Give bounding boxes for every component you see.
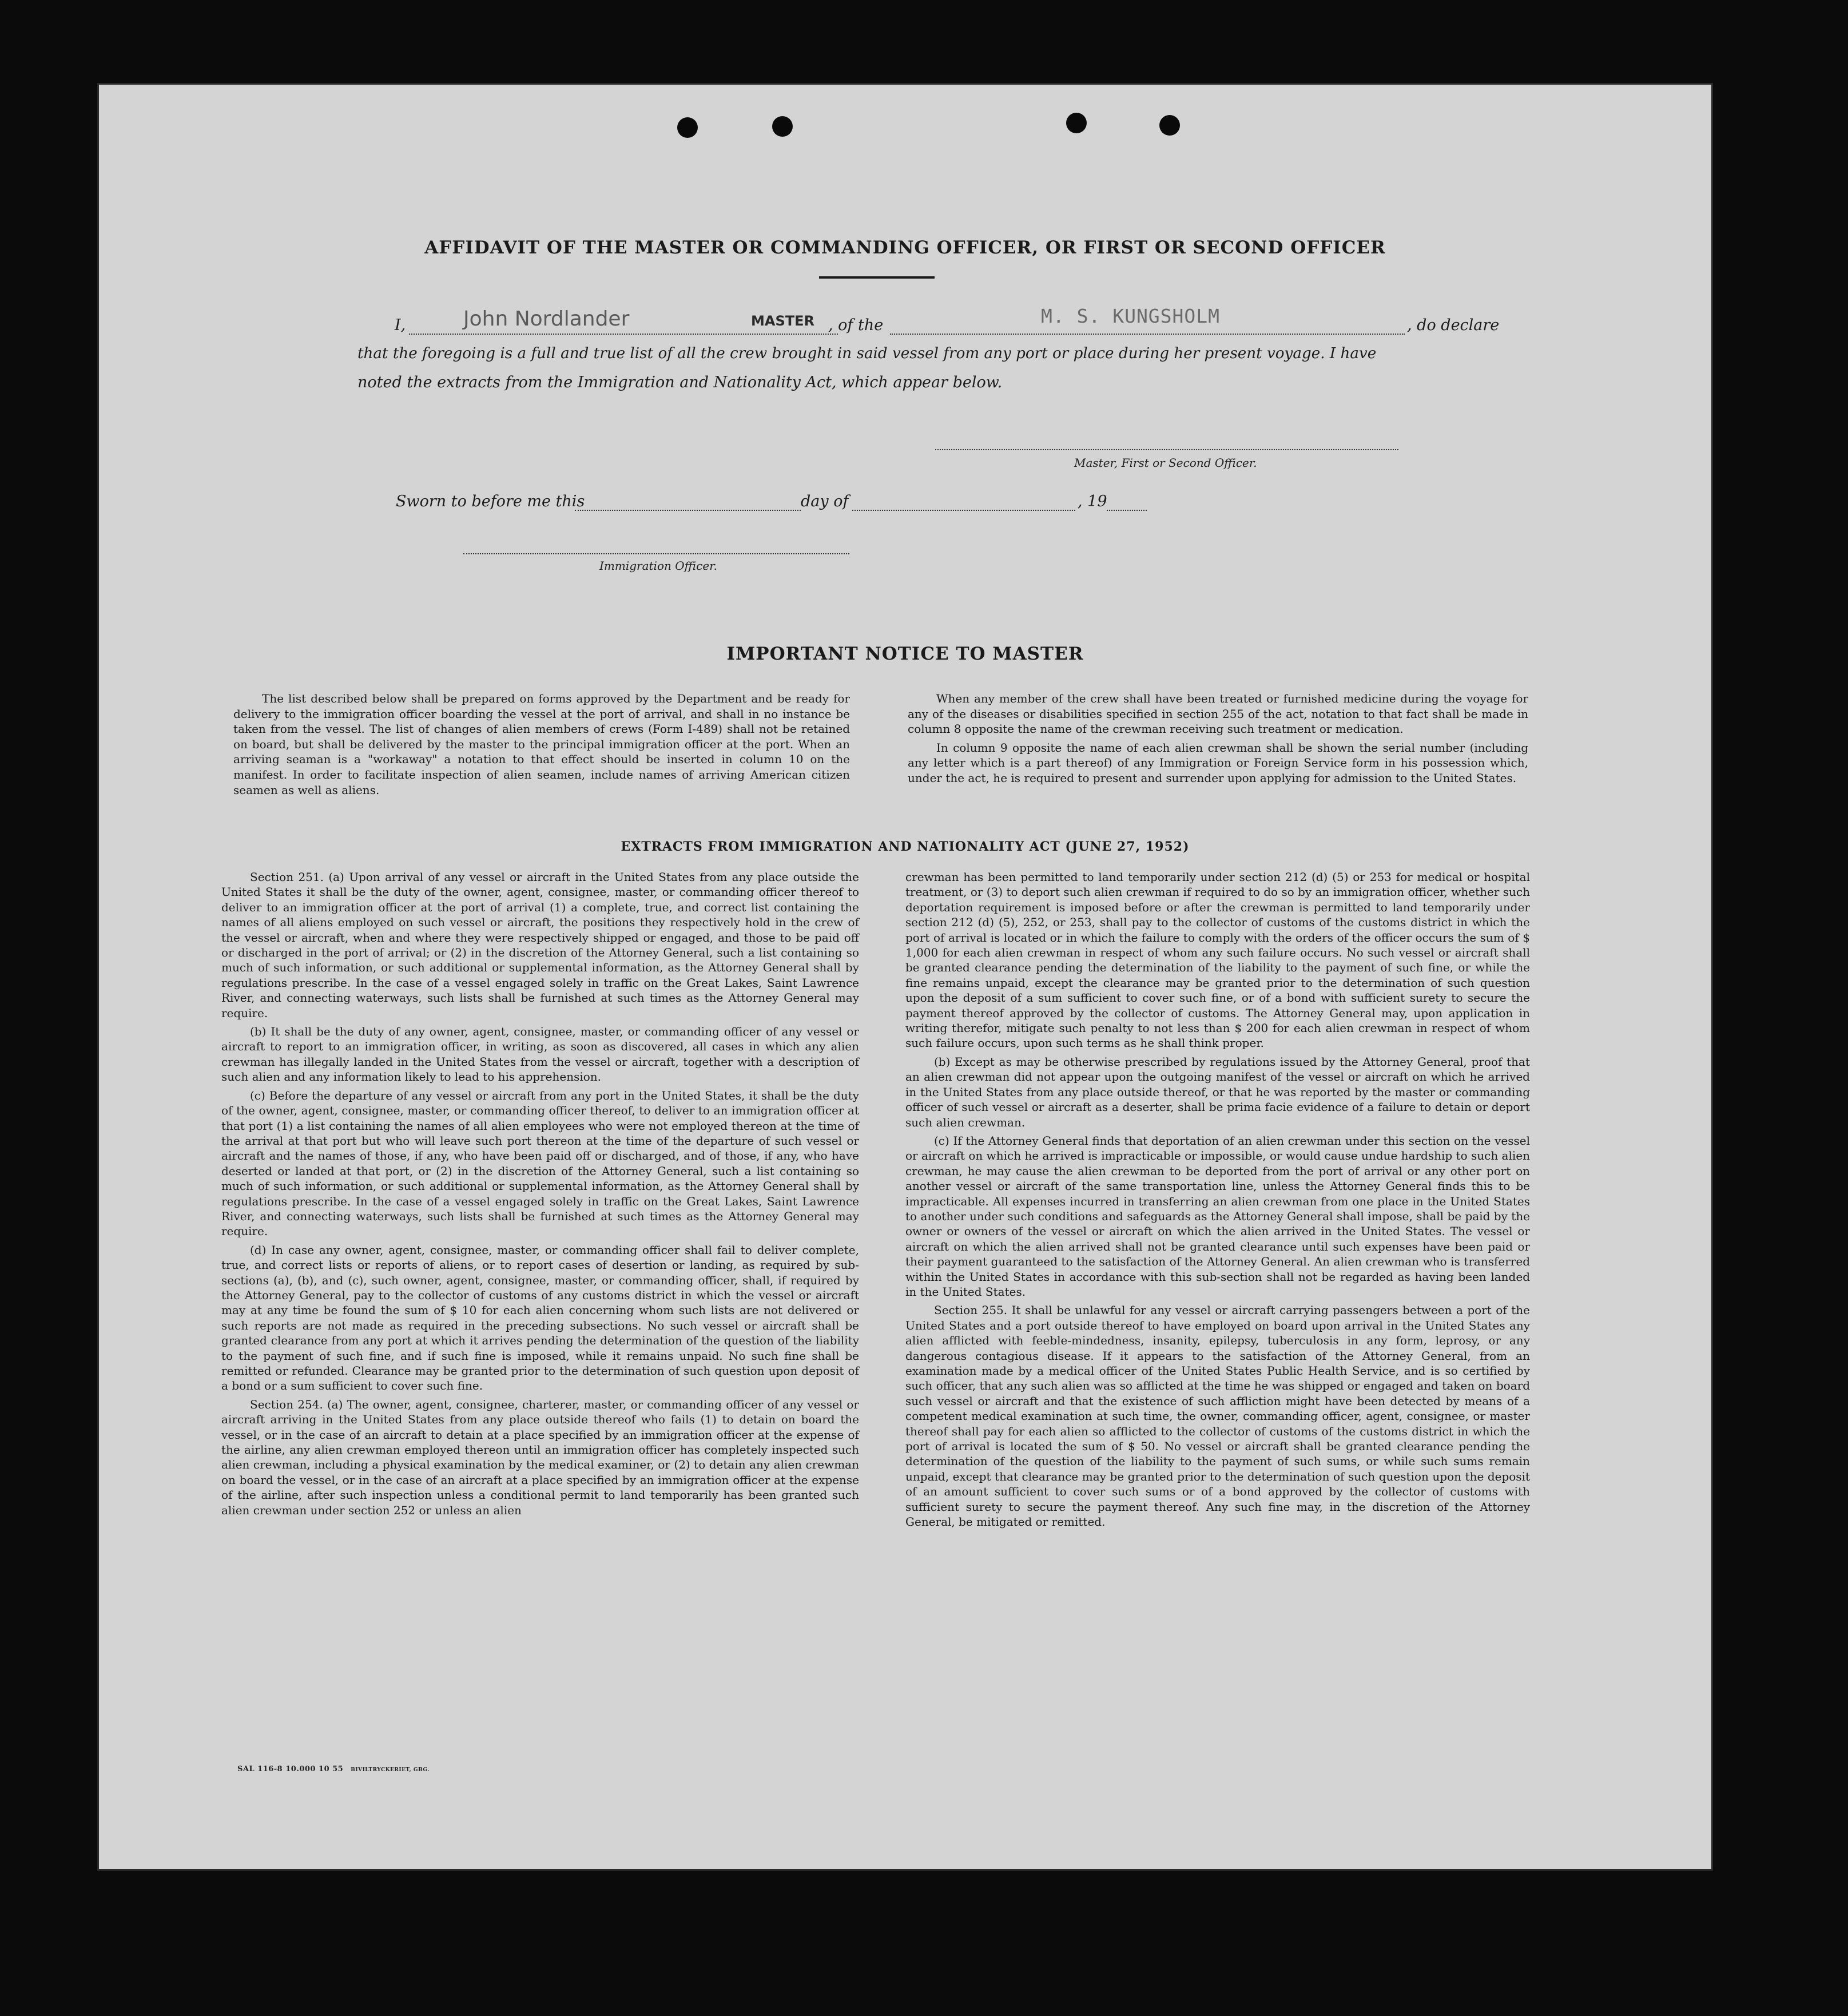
officer-caption: Immigration Officer. (599, 559, 717, 573)
section-254-b: (b) Except as may be otherwise prescribed by regulations issued by the Attorney General, proof that an alien crewman did not appear upon the outgoing manifest of the vessel or aircraft on which he arrived in the United States from any place outside thereof, or that he was reported by the master or commanding officer of such vessel or aircraft as a deserter, shall be prima facie evidence of a failure to detain or deport such alien crewman. (905, 1054, 1530, 1129)
sworn-label: Sworn to before me this (396, 493, 585, 510)
form-number-text: SAL 116-8 10.000 10 55 (237, 1765, 344, 1773)
section-251-d: (d) In case any owner, agent, consignee, master, or commanding officer shall fail to deliver complete, true, and correct lists or reports of aliens, or to report cases of desertion or landing, as required by sub-sections (a), (b), and (c), such owner, agent, consignee, master, or commanding officer, shall, if required by the Attorney General, pay to the collector of customs of any customs district in which the vessel or aircraft may at any time be found the sum of $ 10 for each alien concerning whom such lists are not delivered or such reports are not made as required in the preceding subsections. No such vessel or aircraft shall be granted clearance from any port at which it arrives pending the determination of the question of the liability to the payment of such fine, and if such fine is imposed, while it remains unpaid. No such fine shall be remitted or refunded. Clearance may be granted prior to the determination of such question upon deposit of a bond or a sum sufficient to cover such fine. (221, 1243, 859, 1393)
name-field-line (409, 334, 838, 335)
title-rule (819, 276, 935, 279)
notice-left-column (233, 691, 850, 801)
punch-hole-4 (1159, 115, 1180, 136)
section-251-c: (c) Before the departure of any vessel or aircraft from any port in the United States, it shall be the duty of the owner, agent, consignee, master, or commanding officer thereof, to deliver to an immigration officer at that port (1) a list containing the names of all alien employees who were not employed thereon at the time of the arrival at that port but who will leave such port thereon at the time of the departure of such vessel or aircraft and the names of those, if any, who have been paid off or discharged, and of those, if any, who have deserted or landed at that port, or (2) in the discretion of the Attorney General, such a list containing so much of such information, or such additional or supplemental information, as the Attorney General shall by regulations prescribe. In the case of a vessel engaged solely in traffic on the Great Lakes, Saint Lawrence River, and connecting waterways, such lists shall be furnished at such times as the Attorney General may require. (221, 1088, 859, 1239)
sworn-day-line (575, 510, 801, 511)
declaration-line-3: noted the extracts from the Immigration and Nationality Act, which appear below. (357, 374, 1003, 391)
notice-right-column (908, 691, 1528, 789)
officer-signature-line (463, 553, 849, 554)
signature-caption: Master, First or Second Officer. (1074, 456, 1257, 470)
declaration-line-2: that the foregoing is a full and true list of all the crew brought in said vessel from any port or place during her present voyage. I have (357, 345, 1377, 362)
punch-hole-3 (1066, 113, 1087, 133)
notice-left-paragraph: The list described below shall be prepared on forms approved by the Department and be ready for delivery to the immigration officer boarding the vessel at the port of arrival, and shall in no instance be taken from the vessel. The list of changes of alien members of crews (Form I-489) shall not be retained on board, but shall be delivered by the master to the principal immigration officer at the port. When an arriving seaman is a "workaway" a notation to that effect should be inserted in column 10 on the manifest. In order to facilitate inspection of alien seamen, include names of arriving American citizen seamen as well as aliens. (233, 692, 850, 797)
rank-stamp: MASTER (751, 313, 814, 329)
document-page (97, 83, 1713, 1871)
punch-hole-1 (677, 117, 698, 138)
section-254-a-continued: crewman has been permitted to land temporarily under section 212 (d) (5) or 253 for medical or hospital treatment, or (3) to deport such alien crewman if required to do so by an immigration officer, whether such deportation requirement is imposed before or after the crewman is permitted to land temporarily under section 212 (d) (5), 252, or 253, shall pay to the collector of customs of the customs district in which the port of arrival is located or in which the failure to comply with the orders of the officer occurs the sum of $ 1,000 for each alien crewman in respect of whom any such failure occurs. No such vessel or aircraft shall be granted clearance pending the determination of the liability to the payment of such fine, or while the fine remains unpaid, except the clearance may be granted prior to the determination of such question upon the deposit of a sum sufficient to cover such fine, or of a bond with sufficient surety to secure the payment thereof approved by the collector of customs. The Attorney General may, upon application in writing therefor, mitigate such penalty to not less than $ 200 for each alien crewman in respect of whom such failure occurs, upon such terms as he shall think proper. (905, 870, 1530, 1050)
notice-right-paragraph-2: In column 9 opposite the name of each alien crewman shall be shown the serial number (including any letter which is a part thereof) of any Immigration or Foreign Service form in his possession which, under the act, he is required to present and surrender upon applying for admission to the United States. (908, 740, 1528, 785)
section-251-b: (b) It shall be the duty of any owner, agent, consignee, master, or commanding officer of any vessel or aircraft to report to an immigration officer, in writing, as soon as discovered, all cases in which any alien crewman has illegally landed in the United States from the vessel or aircraft, together with a description of such alien and any information likely to lead to his apprehension. (221, 1025, 859, 1084)
sworn-month-line (852, 510, 1075, 511)
i-label: I, (395, 316, 406, 334)
sworn-year-line (1107, 510, 1147, 511)
printer-name: BIVILTRYCKERIET, GBG. (351, 1767, 430, 1773)
notice-right-paragraph-1: When any member of the crew shall have been treated or furnished medicine during the voyage for any of the diseases or disabilities specified in section 255 of the act, notation to that fact shall be made in column 8 opposite the name of the crewman receiving such treatment or medication. (908, 692, 1528, 736)
section-254-a: Section 254. (a) The owner, agent, consignee, charterer, master, or commanding officer of any vessel or aircraft arriving in the United States from any place outside thereof who fails (1) to detain on board the vessel, or in the case of an aircraft to detain at a place specified by an immigration officer at the expense of the airline, any alien crewman employed thereon until an immigration officer has completely inspected such alien crewman, including a physical examination by the medical examiner, or (2) to detain any alien crewman on board the vessel, or in the case of an aircraft at a place specified by an immigration officer at the expense of the airline, after such inspection unless a conditional permit to land temporarily has been granted such alien crewman under section 252 or unless an alien (221, 1397, 859, 1517)
affidavit-title: AFFIDAVIT OF THE MASTER OR COMMANDING OFFICER, OR FIRST OR SECOND OFFICER (424, 237, 1386, 258)
vessel-field-line (890, 334, 1405, 335)
section-251-a: Section 251. (a) Upon arrival of any vessel or aircraft in the United States from any place outside the United States it shall be the duty of the owner, agent, consignee, master, or commanding officer thereof to deliver to an immigration officer at the port of arrival (1) a complete, true, and correct list containing the names of all aliens employed on such vessel or aircraft, the positions they respectively hold in the crew of the vessel or aircraft, when and where they were respectively shipped or engaged, and those to be paid off or discharged in the port of arrival; or (2) in the discretion of the Attorney General, such a list containing so much of such information, or such additional or supplemental information, as the Attorney General shall by regulations prescribe. In the case of a vessel engaged solely in traffic on the Great Lakes, Saint Lawrence River, and connecting waterways, such lists shall be furnished at such times as the Attorney General may require. (221, 870, 859, 1020)
extracts-right-column (905, 870, 1530, 1533)
vessel-field[interactable]: M. S. KUNGSHOLM (1041, 305, 1221, 327)
year-label: , 19 (1078, 493, 1107, 510)
extracts-left-column (221, 870, 859, 1521)
notice-title: IMPORTANT NOTICE TO MASTER (726, 644, 1084, 664)
form-number (237, 1765, 430, 1773)
of-the-label: , of the (828, 316, 884, 334)
extracts-title: EXTRACTS FROM IMMIGRATION AND NATIONALITY ACT (JUNE 27, 1952) (621, 839, 1190, 854)
signature-line (935, 449, 1398, 450)
do-declare-label: , do declare (1407, 316, 1500, 334)
section-254-c: (c) If the Attorney General finds that deportation of an alien crewman under this section on the vessel or aircraft on which he arrived is impracticable or impossible, or would cause undue hardship to such alien crewman, he may cause the alien crewman to be deported from the port of arrival or any other port on another vessel or aircraft of the same transportation line, unless the Attorney General finds this to be impracticable. All expenses incurred in transferring an alien crewman from one place in the United States to another under such conditions and safeguards as the Attorney General shall impose, shall be paid by the owner or owners of the vessel or aircraft on which the alien arrived in the United States. The vessel or aircraft on which the alien arrived shall not be granted clearance until such expenses have been paid or their payment guaranteed to the satisfaction of the Attorney General. An alien crewman who is transferred within the United States in accordance with this sub-section shall not be regarded as having been landed in the United States. (905, 1133, 1530, 1299)
section-255: Section 255. It shall be unlawful for any vessel or aircraft carrying passengers between a port of the United States and a port outside thereof to have employed on board upon arrival in the United States any alien afflicted with feeble-mindedness, insanity, epilepsy, tuberculosis in any form, leprosy, or any dangerous contagious disease. If it appears to the satisfaction of the Attorney General, from an examination made by a medical officer of the United States Public Health Service, and is so certified by such officer, that any such alien was so afflicted at the time he was shipped or engaged and taken on board such vessel or aircraft and that the existence of such affliction might have been detected by means of a competent medical examination at such time, the owner, commanding officer, agent, consignee, or master thereof shall pay for each alien so afflicted to the collector of customs of the customs district in which the port of arrival is located the sum of $ 50. No vessel or aircraft shall be granted clearance pending the determination of the question of the liability to the payment of such sums, or while such sums remain unpaid, except that clearance may be granted prior to the determination of such question upon the deposit of an amount sufficient to cover such sums or of a bond approved by the collector of customs with sufficient surety to secure the payment thereof. Any such fine may, in the discretion of the Attorney General, be mitigated or remitted. (905, 1303, 1530, 1529)
punch-hole-2 (772, 116, 793, 137)
name-field[interactable]: John Nordlander (463, 307, 630, 331)
day-of-label: day of (801, 493, 849, 510)
